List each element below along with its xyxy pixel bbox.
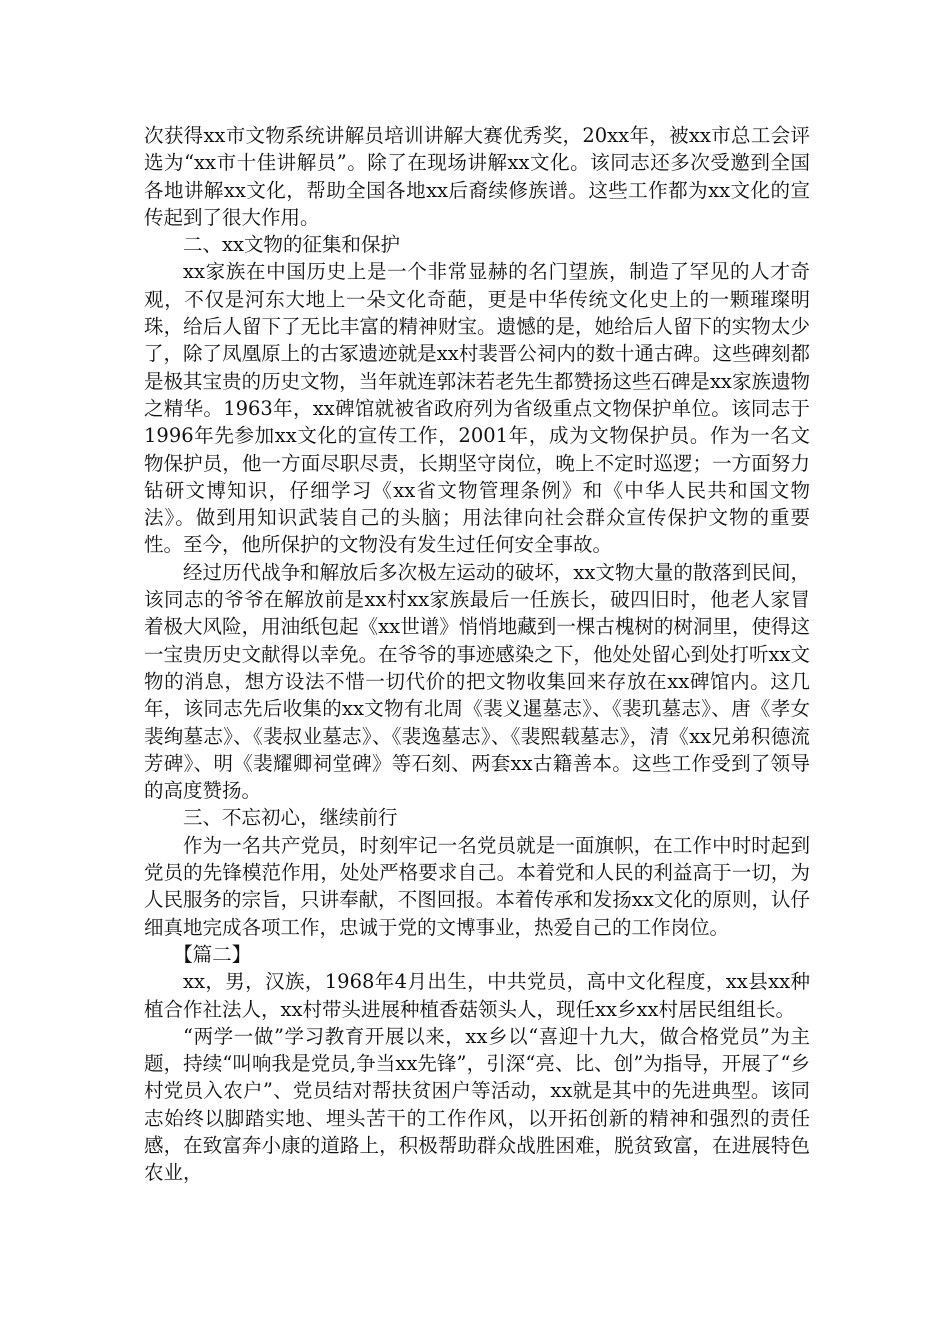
paragraph-collection: 经过历代战争和解放后多次极左运动的破坏，xx文物大量的散落到民间，该同志的爷爷在解放前是xx村xx家族最后一任族长，破四旧时，他老人家冒着极大风险，用油纸包起《xx世谱》悄悄地藏到一棵古槐树的树洞里，使得这一宝贵历史文献得以幸免。在爷爷的事迹感染之下，他处处留心到处打听xx文物的消息，想方设法不惜一切代价的把文物收集回来存放在xx碑馆内。这几年，该同志先后收集的xx文物有北周《裴义暹墓志》、《裴玑墓志》、唐《孝女裴绚墓志》、《裴叔业墓志》、《裴逸墓志》、《裴熙载墓志》，清《xx兄弟积德流芳碑》、明《裴耀卿祠堂碑》等石刻、两套xx古籍善本。这些工作受到了领导的高度赞扬。 (144, 560, 810, 803)
paragraph-continuation: 次获得xx市文物系统讲解员培训讲解大赛优秀奖，20xx年，被xx市总工会评选为“xx市十佳讲解员”。除了在现场讲解xx文化。该同志还多次受邀到全国各地讲解xx文化，帮助全国各地xx后裔续修族谱。这些工作都为xx文化的宣传起到了很大作用。 (144, 124, 810, 229)
paragraph-family-history: xx家族在中国历史上是一个非常显赫的名门望族，制造了罕见的人才奇观，不仅是河东大地上一朵文化奇葩，更是中华传统文化史上的一颗璀璨明珠，给后人留下了无比丰富的精神财宝。遗憾的是，她给后人留下的实物太少了，除了凤凰原上的古冢遗迹就是xx村裴晋公祠内的数十通古碑。这些碑刻都是极其宝贵的历史文物，当年就连郭沫若老先生都赞扬这些石碑是xx家族遗物之精华。1963年，xx碑馆就被省政府列为省级重点文物保护单位。该同志于1996年先参加xx文化的宣传工作，2001年，成为文物保护员。作为一名文物保护员，他一方面尽职尽责，长期坚守岗位，晚上不定时巡逻；一方面努力钻研文博知识，仔细学习《xx省文物管理条例》和《中华人民共和国文物法》。做到用知识武装自己的头脑；用法律向社会群众宣传保护文物的重要性。至今，他所保护的文物没有发生过任何安全事故。 (144, 260, 810, 557)
paragraph-campaign: “两学一做”学习教育开展以来，xx乡以“喜迎十九大，做合格党员”为主题，持续“叫响我是党员,争当xx先锋”，引深“亮、比、创”为指导，开展了“乡村党员入农户”、党员结对帮扶贫困户等活动，xx就是其中的先进典型。该同志始终以脚踏实地、埋头苦干的工作作风，以开拓创新的精神和强烈的责任感，在致富奔小康的道路上，积极帮助群众战胜困难，脱贫致富，在进展特色农业， (144, 1024, 810, 1185)
section-heading-2: 二、xx文物的征集和保护 (183, 233, 400, 257)
paragraph-profile: xx，男，汉族，1968年4月出生，中共党员，高中文化程度，xx县xx种植合作社法人，xx村带头进展种植香菇领头人，现任xx乡xx村居民组组长。 (144, 970, 810, 1021)
section-heading-3: 三、不忘初心，继续前行 (183, 806, 398, 830)
paragraph-party-member: 作为一名共产党员，时刻牢记一名党员就是一面旗帜，在工作中时时起到党员的先锋模范作用，处处严格要求自己。本着党和人民的利益高于一切，为人民服务的宗旨，只讲奉献，不图回报。本着传承和发扬xx文化的原则，认仔细真地完成各项工作，忠诚于党的文博事业，热爱自己的工作岗位。 (144, 833, 810, 939)
part-heading: 【篇二】 (173, 942, 252, 966)
document-page (144, 122, 810, 1187)
